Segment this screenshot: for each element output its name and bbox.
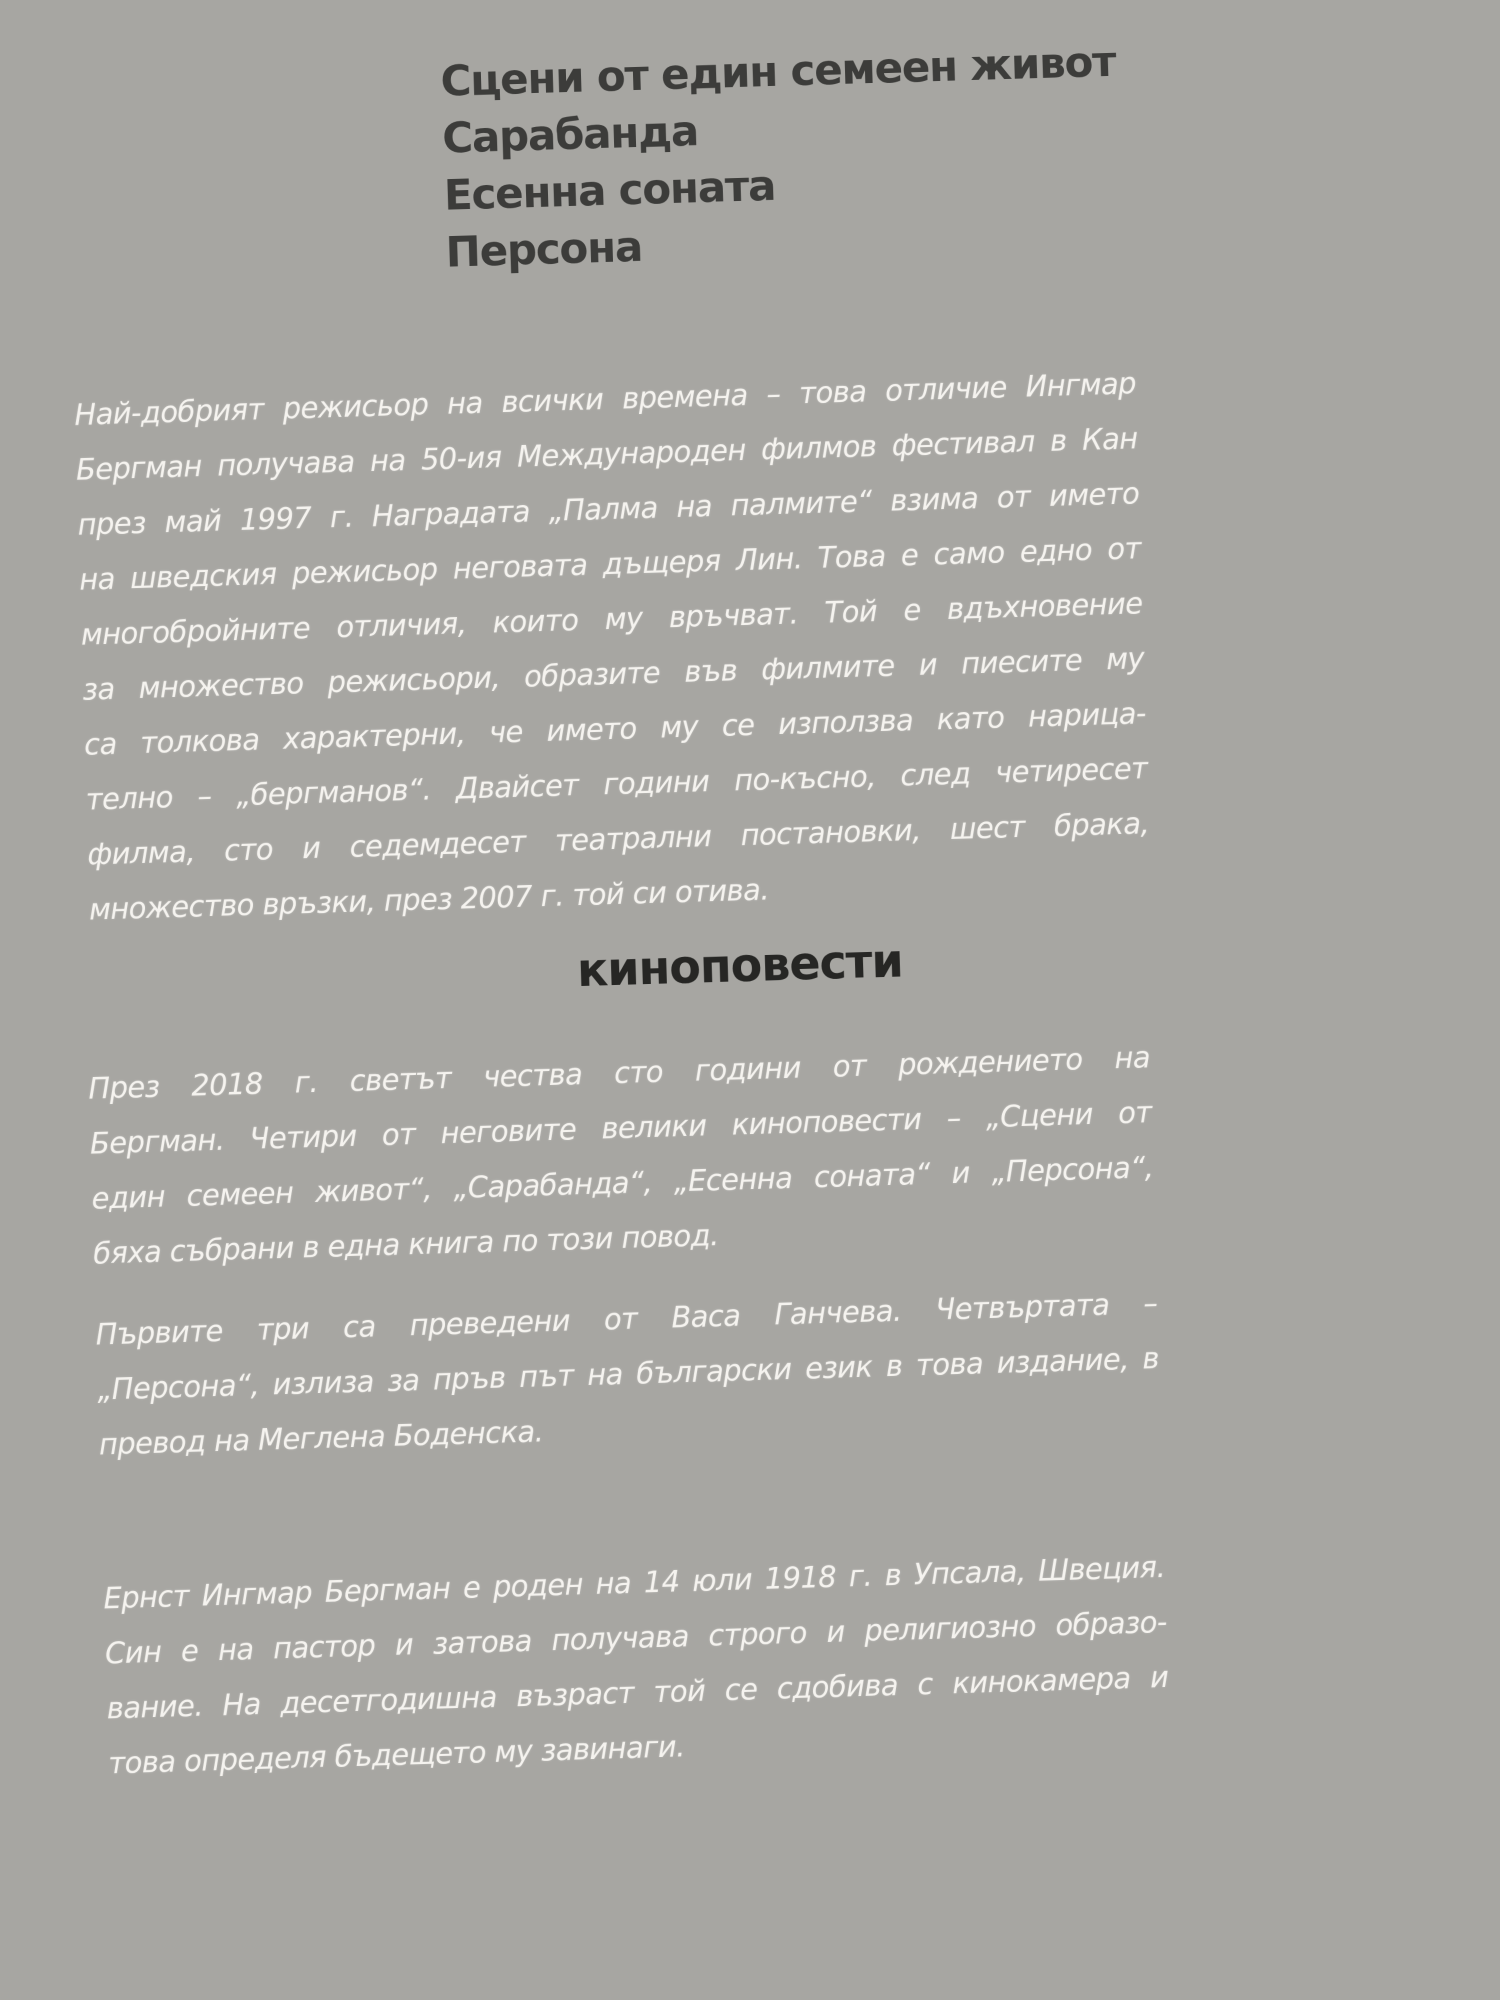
film-title-line: Сцени от един семеен живот — [439, 36, 1116, 106]
paragraph-line: това определя бъдещето му завинаги. — [107, 1729, 686, 1781]
paragraph-line: Син е на пастор и затова получава строго и религиозно образо- — [104, 1604, 1168, 1671]
paragraph-line: Ернст Ингмар Бергман е роден на 14 юли 1918 г. в Упсала, Швеция. — [102, 1549, 1166, 1616]
edition-paragraph-2 — [95, 1276, 1161, 1472]
series-heading: киноповести — [576, 933, 904, 998]
paragraph-line: Бергман. Четири от неговите велики киноповести – „Сцени от — [89, 1095, 1153, 1161]
film-title-line: Сарабанда — [441, 106, 699, 163]
paragraph-line: през май 1997 г. Наградата „Палма на палмите“ взима от името — [77, 476, 1140, 542]
paragraph-line: телно – „бергманов“. Двайсет години по-късно, след четиресет — [85, 751, 1148, 817]
paragraph-line: многобройните отличия, които му връчват. Той е вдъхновение — [80, 586, 1143, 652]
paragraph-line: за множество режисьори, образите във филмите и пиесите му — [81, 641, 1145, 707]
paragraph-line: През 2018 г. светът чества сто години от рождението на — [87, 1040, 1151, 1106]
film-title-line: Персона — [444, 221, 643, 277]
paragraph-line: са толкова характерни, че името му се използва като нарица- — [83, 696, 1147, 762]
paragraph-line: бяха събрани в една книга по този повод. — [92, 1218, 720, 1271]
intro-paragraph — [74, 356, 1152, 937]
paragraph-line: Първите три са преведени от Васа Ганчева. Четвъртата – — [95, 1286, 1158, 1352]
edition-paragraph-1 — [88, 1030, 1156, 1281]
paragraph-line: „Персона“, излиза за пръв път на български език в това издание, в — [96, 1341, 1160, 1407]
paragraph-line: вание. На десетгодишна възраст той се сдобива с кинокамера и — [106, 1659, 1169, 1726]
paragraph-line: Бергман получава на 50-ия Международен филмов фестивал в Кан — [75, 421, 1138, 487]
paragraph-line: превод на Меглена Боденска. — [98, 1414, 544, 1462]
paragraph-line: на шведския режисьор неговата дъщеря Лин. Това е само едно от — [78, 531, 1142, 597]
film-titles-block — [440, 33, 1121, 281]
paragraph-line: Най-добрият режисьор на всички времена – това отличие Ингмар — [73, 366, 1137, 432]
paragraph-line: множество връзки, през 2007 г. той си отива. — [88, 872, 770, 927]
paragraph-line: един семеен живот“, „Сарабанда“, „Есенна соната“ и „Персона“, — [91, 1150, 1154, 1216]
biography-paragraph — [103, 1540, 1171, 1791]
paragraph-line: филма, сто и седемдесет театрални постановки, шест брака, — [86, 806, 1150, 872]
film-title-line: Есенна соната — [443, 160, 776, 220]
